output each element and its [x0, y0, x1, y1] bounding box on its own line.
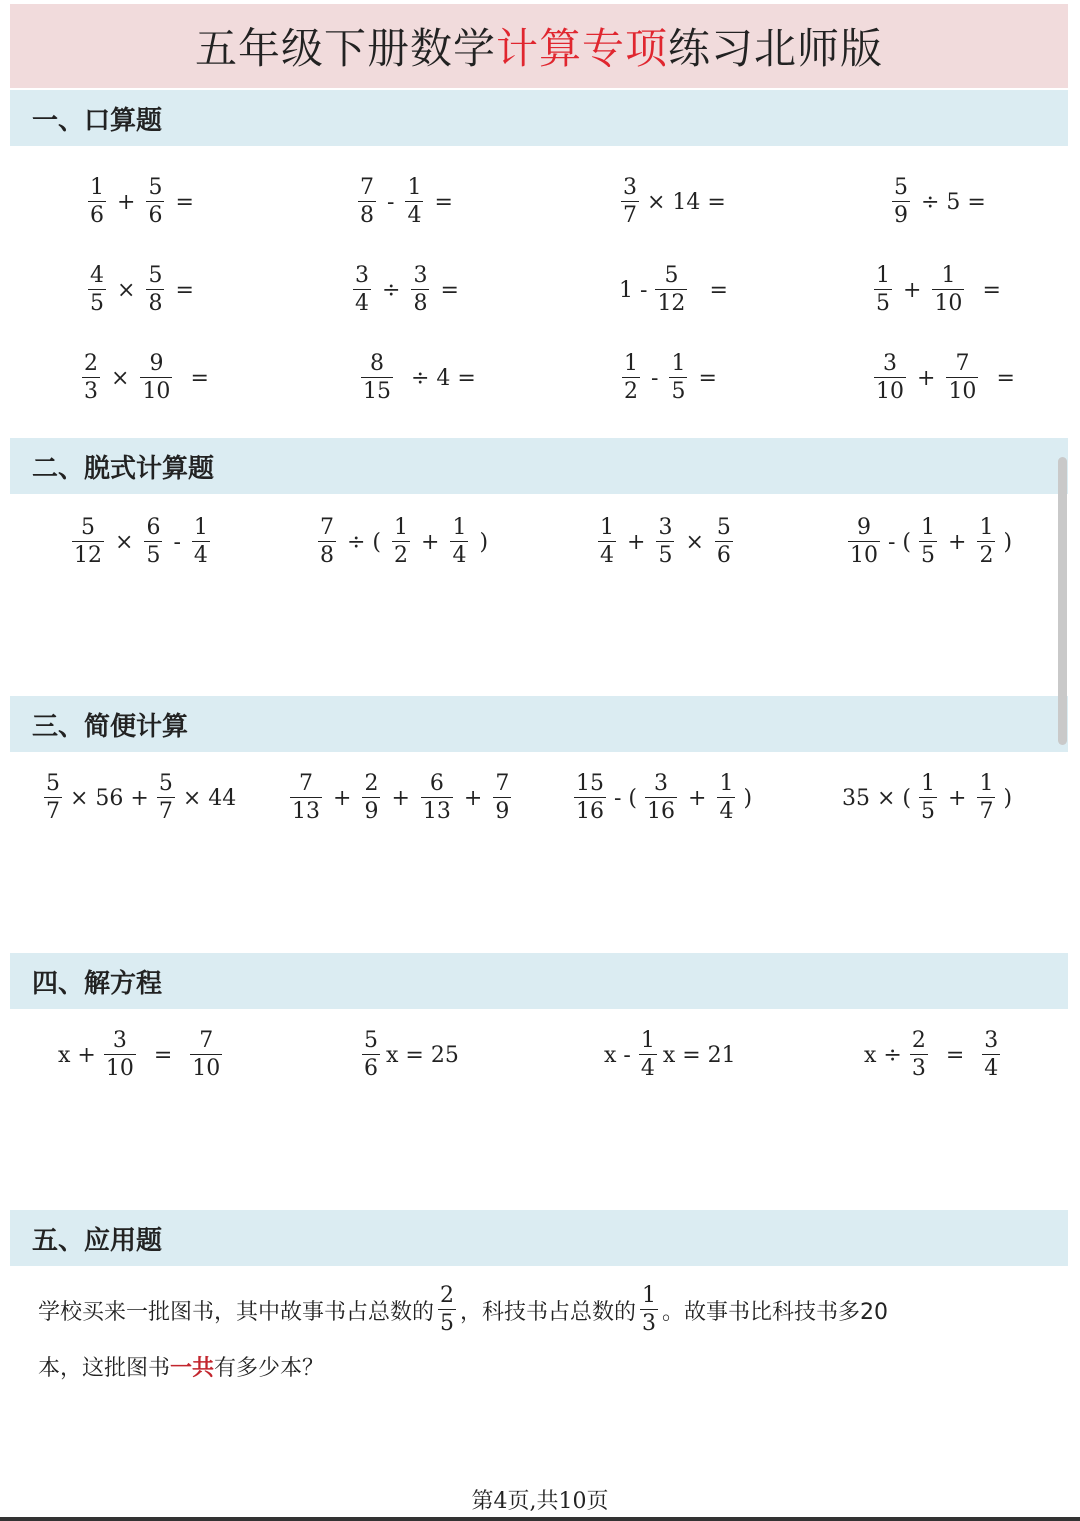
- fraction: [157, 773, 175, 823]
- fraction: [438, 1285, 456, 1335]
- numerator: 3: [658, 515, 673, 540]
- stepwise-item-4: [844, 510, 1016, 574]
- operator: -: [387, 189, 395, 215]
- numerator: 5: [664, 263, 679, 288]
- fraction: [290, 773, 322, 823]
- numerator: 1: [600, 515, 614, 540]
- operator-lead: x +: [58, 1042, 96, 1068]
- denominator: 4: [193, 543, 208, 568]
- section-header-equations: [10, 953, 1068, 1009]
- numerator: 6: [429, 771, 444, 796]
- numerator: 5: [46, 771, 60, 796]
- denominator: 3: [911, 1056, 926, 1081]
- title-post: 练习北师版: [668, 24, 884, 73]
- fraction: [919, 773, 937, 823]
- stepwise-item-1: [68, 510, 214, 574]
- oral-item-6: [349, 258, 466, 322]
- equals: =: [945, 1042, 965, 1068]
- oral-item-4: [888, 170, 993, 234]
- fraction: [622, 353, 640, 403]
- fraction: [645, 773, 677, 823]
- denominator: 16: [576, 799, 604, 824]
- operator-rest: ÷ 5 =: [921, 189, 986, 215]
- numerator: 3: [112, 1028, 127, 1053]
- close-paren: ): [479, 529, 489, 555]
- numerator: 1: [921, 515, 936, 540]
- denominator: 16: [647, 799, 676, 824]
- operator: -: [651, 365, 659, 391]
- problem-text: 。故事书比科技书多20: [662, 1299, 889, 1325]
- section-header-word-problem: [10, 1210, 1068, 1266]
- fraction: [717, 773, 735, 823]
- denominator: 10: [876, 379, 904, 404]
- denominator: 5: [440, 1311, 455, 1336]
- denominator: 10: [142, 379, 171, 404]
- oral-item-5: [84, 258, 201, 322]
- fraction: [421, 773, 453, 823]
- numerator: 3: [984, 1028, 999, 1053]
- problem-text: 有多少本？: [214, 1355, 325, 1381]
- fraction: [104, 1030, 136, 1080]
- fraction: [848, 517, 880, 567]
- section-header-stepwise: [10, 438, 1068, 494]
- numerator: 9: [857, 515, 871, 540]
- simple-item-4: [842, 766, 1016, 830]
- denominator: 4: [600, 543, 614, 568]
- denominator: 13: [292, 799, 320, 824]
- stepwise-item-3: [594, 510, 737, 574]
- title-highlight: 计算专项: [495, 24, 668, 73]
- section-label: 三、简便计算: [32, 711, 189, 742]
- operator: ×: [115, 529, 134, 555]
- operator: - (: [614, 785, 638, 811]
- numerator: 1: [671, 351, 686, 376]
- fraction: [598, 517, 616, 567]
- numerator: 1: [90, 175, 104, 200]
- fraction: [44, 773, 62, 823]
- numerator: 7: [495, 771, 510, 796]
- numerator: 1: [921, 771, 935, 796]
- numerator: 1: [452, 515, 467, 540]
- numerator: 2: [911, 1028, 926, 1053]
- operator: ×: [117, 277, 136, 303]
- equals: =: [175, 277, 194, 303]
- operator: × 56 +: [70, 785, 149, 811]
- fraction: [190, 1030, 222, 1080]
- fraction: [874, 353, 906, 403]
- fraction: [88, 177, 106, 227]
- numerator: 1: [193, 515, 208, 540]
- oral-item-12: [870, 346, 1022, 410]
- fraction: [977, 517, 995, 567]
- page-title: [10, 4, 1068, 88]
- numerator: 3: [413, 263, 428, 288]
- denominator: 2: [979, 543, 994, 568]
- fraction: [361, 353, 393, 403]
- fraction: [88, 265, 106, 315]
- problem-text: 学校买来一批图书，其中故事书占总数的: [38, 1299, 435, 1325]
- denominator: 6: [90, 203, 104, 228]
- fraction: [353, 265, 371, 315]
- close-paren: ): [743, 785, 753, 811]
- oral-item-10: [357, 346, 483, 410]
- equation-tail: x = 21: [662, 1042, 736, 1068]
- numerator: 3: [623, 175, 637, 200]
- operator: +: [903, 277, 922, 303]
- denominator: 10: [850, 543, 878, 568]
- numerator: 9: [149, 351, 164, 376]
- denominator: 6: [716, 543, 731, 568]
- equals: =: [698, 365, 717, 391]
- denominator: 2: [394, 543, 409, 568]
- fraction: [392, 517, 410, 567]
- equation-tail: x = 25: [386, 1042, 459, 1068]
- fraction: [639, 1030, 657, 1080]
- numerator: 7: [320, 515, 334, 540]
- equals: =: [440, 277, 459, 303]
- operator: +: [333, 785, 352, 811]
- numerator: 3: [654, 771, 669, 796]
- section-label: 二、脱式计算题: [32, 453, 215, 484]
- denominator: 6: [364, 1056, 378, 1081]
- operator: ×: [685, 529, 704, 555]
- fraction: [144, 517, 162, 567]
- denominator: 5: [146, 543, 161, 568]
- word-problem-line-1: [38, 1282, 1038, 1338]
- denominator: 5: [658, 543, 673, 568]
- fraction: [192, 517, 210, 567]
- numerator: 6: [146, 515, 161, 540]
- fraction: [574, 773, 606, 823]
- numerator: 7: [360, 175, 374, 200]
- denominator: 4: [355, 291, 369, 316]
- equation-item-4: [864, 1023, 1004, 1087]
- equals: =: [996, 365, 1015, 391]
- numerator: 1: [624, 351, 638, 376]
- operator: +: [117, 189, 136, 215]
- denominator: 4: [452, 543, 467, 568]
- denominator: 5: [921, 543, 936, 568]
- numerator: 5: [158, 771, 173, 796]
- numerator: 7: [199, 1028, 214, 1053]
- fraction: [318, 517, 336, 567]
- page-number: 第4页,共10页: [471, 1489, 609, 1514]
- section-label: 一、口算题: [32, 105, 163, 136]
- denominator: 5: [671, 379, 686, 404]
- denominator: 10: [192, 1056, 221, 1081]
- word-problem: [38, 1282, 1038, 1394]
- numerator: 1: [640, 1028, 655, 1053]
- numerator: 5: [148, 175, 163, 200]
- fraction: [405, 177, 423, 227]
- denominator: 5: [90, 291, 104, 316]
- fraction: [358, 177, 376, 227]
- numerator: 1: [719, 771, 734, 796]
- fraction: [146, 265, 164, 315]
- numerator: 2: [364, 771, 379, 796]
- close-paren: ): [1003, 785, 1013, 811]
- oral-item-8: [870, 258, 1008, 322]
- numerator: 5: [148, 263, 163, 288]
- denominator: 13: [422, 799, 451, 824]
- numerator: 1: [394, 515, 409, 540]
- denominator: 5: [921, 799, 935, 824]
- numerator: 1: [642, 1283, 657, 1308]
- denominator: 3: [84, 379, 98, 404]
- operator-lead: x -: [604, 1042, 631, 1068]
- problem-text: 本，这批图书: [38, 1355, 171, 1381]
- denominator: 5: [876, 291, 890, 316]
- section-label: 四、解方程: [32, 968, 163, 999]
- numerator: 5: [81, 515, 95, 540]
- denominator: 4: [984, 1056, 999, 1081]
- fraction: [72, 517, 104, 567]
- fraction: [892, 177, 910, 227]
- denominator: 3: [642, 1311, 657, 1336]
- fraction: [932, 265, 964, 315]
- equation-item-2: [358, 1023, 463, 1087]
- oral-item-9: [78, 346, 216, 410]
- title-pre: 五年级下册数学: [194, 24, 496, 73]
- numerator: 7: [955, 351, 970, 376]
- fraction: [655, 265, 687, 315]
- numerator: 1: [941, 263, 956, 288]
- fraction: [977, 773, 995, 823]
- problem-text: ，科技书占总数的: [460, 1299, 637, 1325]
- fraction: [411, 265, 429, 315]
- fraction: [946, 353, 978, 403]
- denominator: 4: [407, 203, 422, 228]
- problem-emphasis: 一共: [170, 1355, 215, 1381]
- operator: × 44: [182, 785, 237, 811]
- operator: ×: [111, 365, 130, 391]
- fraction: [715, 517, 733, 567]
- denominator: 7: [979, 799, 994, 824]
- fraction: [493, 773, 511, 823]
- fraction: [669, 353, 687, 403]
- fraction: [910, 1030, 928, 1080]
- section-header-simple: [10, 696, 1068, 752]
- numerator: 5: [716, 515, 731, 540]
- fraction: [982, 1030, 1000, 1080]
- denominator: 10: [934, 291, 963, 316]
- denominator: 4: [640, 1056, 655, 1081]
- denominator: 9: [894, 203, 908, 228]
- equation-item-3: [604, 1023, 740, 1087]
- oral-item-7: [619, 258, 735, 322]
- denominator: 9: [495, 799, 510, 824]
- section-label: 五、应用题: [32, 1225, 163, 1256]
- simple-item-1: [40, 766, 240, 830]
- operator: ÷: [382, 277, 401, 303]
- fraction: [140, 353, 172, 403]
- operator-lead: 35 × (: [842, 785, 911, 811]
- simple-item-2: [286, 766, 515, 830]
- numerator: 1: [407, 175, 422, 200]
- operator: +: [917, 365, 936, 391]
- denominator: 8: [413, 291, 428, 316]
- simple-item-3: [570, 766, 756, 830]
- denominator: 8: [360, 203, 374, 228]
- operator: +: [948, 529, 967, 555]
- fraction: [640, 1285, 658, 1335]
- denominator: 15: [363, 379, 391, 404]
- operator: +: [948, 785, 967, 811]
- numerator: 1: [979, 515, 994, 540]
- section-header-oral: [10, 90, 1068, 146]
- equals: =: [190, 365, 209, 391]
- denominator: 8: [320, 543, 334, 568]
- fraction: [450, 517, 468, 567]
- numerator: 2: [440, 1283, 455, 1308]
- operator-lead: 1 -: [619, 277, 648, 303]
- operator: +: [391, 785, 410, 811]
- numerator: 1: [979, 771, 994, 796]
- close-paren: ): [1003, 529, 1013, 555]
- numerator: 3: [883, 351, 897, 376]
- word-problem-line-2: [38, 1338, 1038, 1394]
- fraction: [362, 773, 380, 823]
- operator: +: [463, 785, 483, 811]
- fraction: [146, 177, 164, 227]
- operator: - (: [888, 529, 912, 555]
- fraction: [919, 517, 937, 567]
- fraction: [362, 1030, 380, 1080]
- equals: =: [982, 277, 1001, 303]
- fraction: [621, 177, 639, 227]
- denominator: 12: [657, 291, 686, 316]
- denominator: 6: [148, 203, 163, 228]
- fraction: [656, 517, 674, 567]
- operator-rest: ÷ 4 =: [411, 365, 476, 391]
- denominator: 4: [719, 799, 734, 824]
- numerator: 5: [894, 175, 908, 200]
- numerator: 4: [90, 263, 104, 288]
- operator-rest: × 14 =: [647, 189, 726, 215]
- operator: +: [688, 785, 707, 811]
- denominator: 10: [105, 1056, 134, 1081]
- equals: =: [709, 277, 728, 303]
- denominator: 10: [948, 379, 977, 404]
- operator: ÷ (: [347, 529, 382, 555]
- equals: =: [175, 189, 194, 215]
- operator-lead: x ÷: [864, 1042, 902, 1068]
- numerator: 1: [876, 263, 890, 288]
- fraction: [82, 353, 100, 403]
- operator: +: [627, 529, 646, 555]
- numerator: 7: [299, 771, 313, 796]
- oral-item-1: [84, 170, 201, 234]
- equals: =: [434, 189, 453, 215]
- oral-item-3: [617, 170, 730, 234]
- numerator: 5: [364, 1028, 378, 1053]
- equals: =: [153, 1042, 173, 1068]
- numerator: 2: [84, 351, 98, 376]
- oral-item-2: [354, 170, 460, 234]
- page-bottom-edge: [0, 1517, 1080, 1521]
- operator: +: [421, 529, 440, 555]
- scrollbar-thumb[interactable]: [1058, 457, 1067, 745]
- denominator: 9: [364, 799, 379, 824]
- denominator: 7: [46, 799, 60, 824]
- oral-item-11: [618, 346, 724, 410]
- equation-item-1: [58, 1023, 226, 1087]
- stepwise-item-2: [314, 510, 495, 574]
- denominator: 8: [148, 291, 163, 316]
- numerator: 8: [370, 351, 384, 376]
- numerator: 3: [355, 263, 369, 288]
- denominator: 2: [624, 379, 638, 404]
- denominator: 12: [74, 543, 102, 568]
- denominator: 7: [158, 799, 173, 824]
- denominator: 7: [623, 203, 637, 228]
- operator: -: [173, 529, 181, 555]
- fraction: [874, 265, 892, 315]
- numerator: 15: [576, 771, 604, 796]
